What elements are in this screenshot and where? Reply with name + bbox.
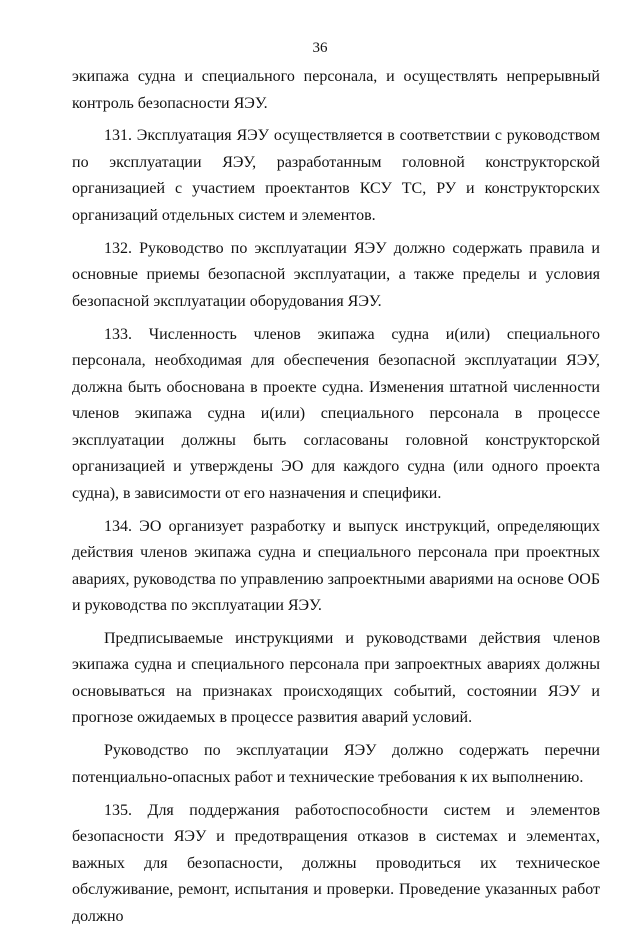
paragraph-134: 134. ЭО организует разработку и выпуск инструкций, определяющих действия членов экипажа судна и специального персонала при проектных авариях, руководства по управлению запроектными авариями на основе ООБ и руководства по эксплуатации ЯЭУ. (72, 517, 600, 615)
paragraph-132: 132. Руководство по эксплуатации ЯЭУ должно содержать правила и основные приемы безопасной эксплуатации, а также пределы и условия безопасной эксплуатации оборудования ЯЭУ. (72, 239, 600, 310)
page-number: 36 (312, 40, 328, 56)
paragraph-134-instructions: Предписываемые инструкциями и руководствами действия членов экипажа судна и специального персонала при запроектных авариях должны основываться на признаках происходящих событий, состоянии ЯЭУ и прогнозе ожидаемых в процессе развития аварий условий. (72, 629, 600, 727)
paragraph-134-manual: Руководство по эксплуатации ЯЭУ должно содержать перечни потенциально-опасных работ и технические требования к их выполнению. (72, 742, 600, 786)
paragraph-131: 131. Эксплуатация ЯЭУ осуществляется в соответствии с руководством по эксплуатации ЯЭУ, разработанным головной конструкторской организацией с участием проектантов КСУ ТС, РУ и конструкторских организаций отдельных систем и элементов. (72, 127, 600, 224)
paragraph-133: 133. Численность членов экипажа судна и(или) специального персонала, необходимая для обеспечения безопасной эксплуатации ЯЭУ, должна быть обоснована в проекте судна. Изменения штатной численности членов экипажа судна и(или) специального персонала в процессе эксплуатации должны быть согласованы головной конструкторской организацией и утверждены ЭО для каждого судна (или одного проекта судна), в зависимости от его назначения и специфики. (72, 325, 600, 502)
paragraph-continuation: экипажа судна и специального персонала, и осуществлять непрерывный контроль безопасности ЯЭУ. (72, 68, 600, 112)
paragraph-135: 135. Для поддержания работоспособности систем и элементов безопасности ЯЭУ и предотвращения отказов в системах и элементах, важных для безопасности, должны проводиться их техническое обслуживание, ремонт, испытания и проверки. Проведение указанных работ должно (72, 801, 600, 925)
document-body (72, 64, 600, 930)
